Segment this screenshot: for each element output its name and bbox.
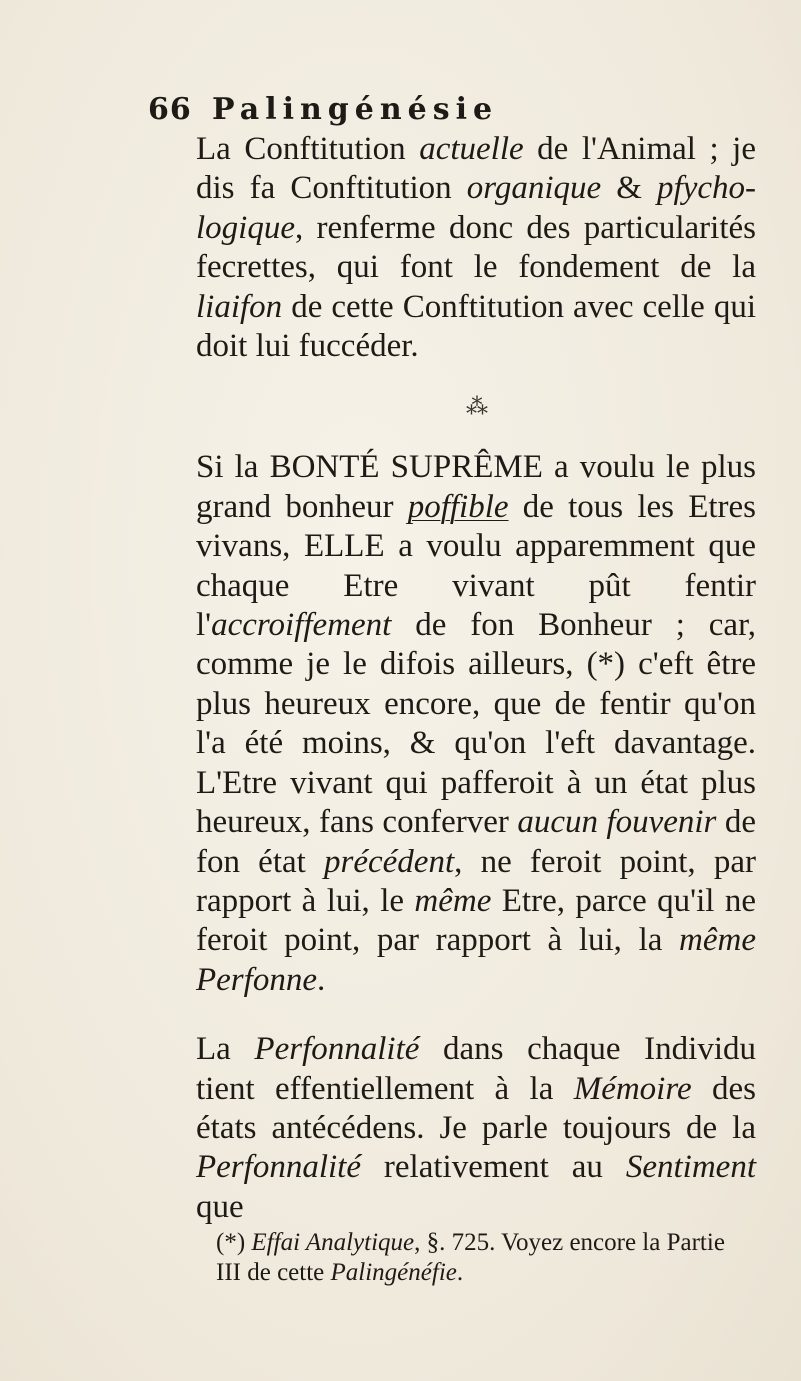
text-run: de fon Bonheur ; car, comme je le difois ailleurs, (*) c'eft être plus heureux encore, que de fentir qu'on l'a été moins, & qu'on l'eft davantage. L'Etre vivant qui pafferoit à un état plus heureux, fans conferver <box>196 607 756 841</box>
footnote <box>216 1228 756 1288</box>
italic-run: même <box>414 882 492 919</box>
text-run: , §. 725. Voyez encore la Partie III de cette <box>216 1229 725 1286</box>
page-header <box>148 92 708 132</box>
italic-run: Perfonnalité <box>196 1149 361 1186</box>
text-run: dans chaque Individu tient effentiellement à la <box>196 1031 756 1107</box>
italic-run: Mémoire <box>573 1070 692 1107</box>
paragraph-personnalite <box>196 1030 756 1227</box>
main-text <box>196 130 756 1227</box>
italic-run: organique <box>466 170 602 207</box>
italic-run: même Perfonne <box>196 922 756 998</box>
text-run: La <box>196 1031 255 1068</box>
footnote-marker: (*) <box>216 1229 252 1256</box>
text-run: La Conftitution <box>196 131 420 167</box>
text-run: , ne feroit point, par rapport à lui, le <box>196 843 756 919</box>
italic-run: aucun fouvenir <box>517 804 717 841</box>
running-title: Palingénésie <box>212 92 499 127</box>
text-run: , renferme donc des particularités fecrettes, qui font le fondement de la <box>196 209 756 286</box>
paragraph-constitution <box>196 130 756 366</box>
italic-run: pfycho-logique <box>196 170 756 246</box>
italic-run: précédent <box>324 843 455 880</box>
italic-run: Palingénéfie <box>330 1259 457 1286</box>
italic-run: actuelle <box>419 131 524 167</box>
text-run: Si la BONTÉ SUPRÊME a voulu le plus grand bonheur <box>196 449 756 525</box>
text-run: de tous les Etres vivans, ELLE a voulu apparemment que chaque Etre vivant pût fentir l' <box>196 488 756 644</box>
text-run: de cette Conftitution avec celle qui doit lui fuccéder. <box>196 288 756 365</box>
text-run: . <box>316 961 326 998</box>
section-ornament: ⁂ <box>466 394 486 420</box>
text-run: de fon état <box>196 804 757 880</box>
text-run: . <box>456 1259 464 1286</box>
text-run: de l'Animal ; je dis fa Conftitution <box>196 131 756 207</box>
text-run: des états antécédens. Je parle toujours de la <box>196 1070 756 1146</box>
text-run: Etre, parce qu'il ne feroit point, par rapport à lui, la <box>196 882 757 959</box>
text-run: relativement au <box>360 1149 626 1186</box>
italic-run: accroiffement <box>211 607 392 644</box>
text-run: que <box>196 1188 244 1225</box>
italic-run: Perfonnalité <box>254 1031 420 1068</box>
page-number: 66 <box>148 92 192 127</box>
text-run: & <box>601 170 658 207</box>
italic-run: poffible <box>407 488 509 525</box>
italic-run: Sentiment <box>625 1149 756 1186</box>
italic-run: Effai Analytique <box>251 1229 415 1256</box>
paragraph-bonte-supreme <box>196 448 756 1000</box>
italic-run: liaifon <box>196 288 283 325</box>
